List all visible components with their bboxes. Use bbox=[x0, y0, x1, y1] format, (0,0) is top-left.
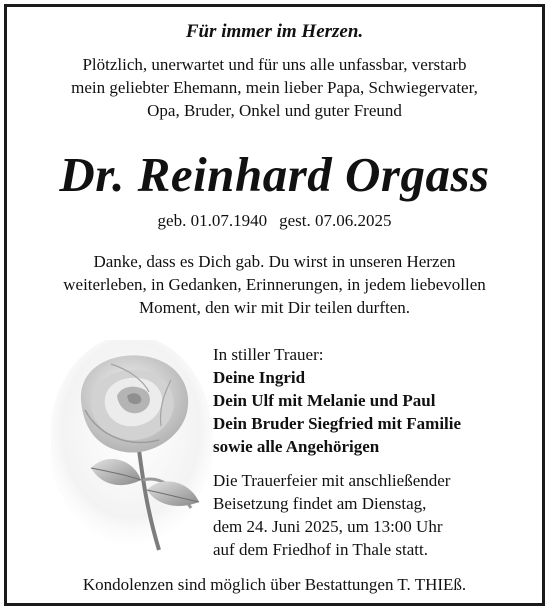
obituary-content bbox=[7, 7, 542, 603]
service-info bbox=[213, 469, 450, 561]
thanks-line: Danke, dass es Dich gab. Du wirst in unseren Herzen bbox=[93, 252, 456, 271]
service-line: Die Trauerfeier mit anschließender bbox=[213, 471, 451, 490]
death-date: gest. 07.06.2025 bbox=[279, 211, 392, 230]
thanks-text bbox=[7, 250, 542, 319]
mourners-block bbox=[213, 343, 461, 458]
thanks-line: Moment, den wir mit Dir teilen durften. bbox=[139, 298, 410, 317]
mourner-name: Dein Ulf mit Melanie und Paul bbox=[213, 391, 436, 410]
service-line: auf dem Friedhof in Thale statt. bbox=[213, 540, 428, 559]
birth-date: geb. 01.07.1940 bbox=[157, 211, 268, 230]
mourner-name: Dein Bruder Siegfried mit Familie bbox=[213, 414, 462, 433]
intro-text bbox=[7, 53, 542, 122]
intro-line: mein geliebter Ehemann, mein lieber Papa, Schwiegervater, bbox=[71, 78, 478, 97]
service-line: dem 24. Juni 2025, um 13:00 Uhr bbox=[213, 517, 443, 536]
thanks-line: weiterleben, in Gedanken, Erinnerungen, in jedem liebevollen bbox=[63, 275, 486, 294]
header-text: Für immer im Herzen. bbox=[185, 21, 364, 42]
life-dates bbox=[7, 211, 542, 231]
mourners-intro: In stiller Trauer: bbox=[213, 345, 324, 364]
condolence-note: Kondolenzen sind möglich über Bestattungen T. THIEß. bbox=[82, 575, 467, 594]
deceased-name: Dr. Reinhard Orgass bbox=[59, 147, 490, 202]
service-line: Beisetzung findet am Dienstag, bbox=[213, 494, 427, 513]
mourner-name: sowie alle Angehörigen bbox=[213, 437, 380, 456]
obituary-frame bbox=[4, 4, 545, 606]
intro-line: Plötzlich, unerwartet und für uns alle unfassbar, verstarb bbox=[82, 55, 467, 74]
rose-image bbox=[51, 340, 216, 555]
mourner-name: Deine Ingrid bbox=[213, 368, 306, 387]
intro-line: Opa, Bruder, Onkel und guter Freund bbox=[147, 101, 402, 120]
